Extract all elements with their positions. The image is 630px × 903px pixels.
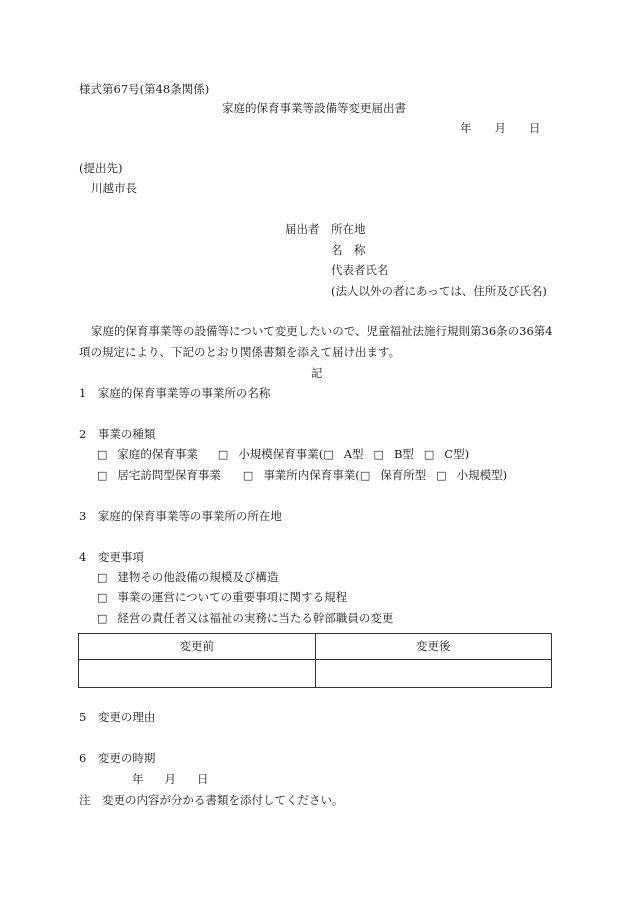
section-2-title: 2 事業の種類	[79, 427, 156, 441]
applicant-representative: 代表者氏名	[331, 263, 389, 277]
table-cell-after[interactable]	[315, 660, 552, 688]
change-item-3	[97, 613, 393, 625]
table-header-before: 変更前	[79, 634, 316, 660]
label-small: 小規模保育事業(	[238, 447, 324, 461]
checkbox-home-visit[interactable]: □	[97, 469, 108, 482]
label-small-b: B型	[393, 447, 414, 461]
table-cell-before[interactable]	[79, 660, 316, 688]
checkbox-small-a[interactable]: □	[323, 448, 334, 461]
checkbox-small-b[interactable]: □	[373, 448, 384, 461]
form-number: 様式第67号(第48条関係)	[79, 82, 210, 96]
section-3-title: 3 家庭的保育事業等の事業所の所在地	[79, 509, 282, 523]
change-table	[78, 633, 552, 688]
date-month: 月	[494, 121, 506, 135]
checkbox-change-structure[interactable]: □	[97, 571, 108, 584]
date-line	[460, 123, 541, 135]
label-home-visit: 居宅訪問型保育事業	[117, 468, 221, 482]
applicant-label: 届出者	[285, 222, 320, 236]
footnote: 注 変更の内容が分かる書類を添付してください。	[79, 793, 344, 807]
label-family: 家庭的保育事業	[117, 447, 198, 461]
applicant-note: (法人以外の者にあっては、住所及び氏名)	[331, 284, 547, 298]
document-title: 家庭的保育事業等設備等変更届出書	[222, 101, 406, 115]
section-5-title: 5 変更の理由	[79, 710, 156, 724]
checkbox-family[interactable]: □	[97, 448, 108, 461]
body-line-1: 家庭的保育事業等の設備等について変更したいので、児童福祉法施行規則第36条の36第4	[91, 324, 553, 338]
label-change-staff: 経営の責任者又は福祉の実務に当たる幹部職員の変更	[117, 611, 394, 625]
label-workplace: 事業所内保育事業(	[263, 468, 360, 482]
label-workplace-small: 小規模型)	[456, 468, 508, 482]
date-year: 年	[460, 121, 472, 135]
section-1-title: 1 家庭的保育事業等の事業所の名称	[79, 386, 271, 400]
timing-year: 年	[132, 772, 144, 786]
ki-heading: 記	[311, 366, 323, 380]
change-item-1	[97, 572, 278, 584]
checkbox-small-c[interactable]: □	[423, 448, 435, 461]
table-header-after: 変更後	[315, 634, 552, 660]
timing-day: 日	[197, 772, 209, 786]
label-change-rules: 事業の運営についての重要事項に関する規程	[117, 590, 348, 604]
applicant-name: 名 称	[331, 243, 366, 257]
checkbox-workplace[interactable]: □	[242, 469, 254, 482]
applicant-address: 所在地	[331, 222, 366, 236]
checkbox-workplace-small[interactable]: □	[436, 469, 447, 482]
label-workplace-nursery: 保育所型	[380, 468, 427, 482]
timing-month: 月	[164, 772, 176, 786]
recipient-name: 川越市長	[91, 181, 137, 195]
change-item-2	[97, 592, 347, 604]
business-type-row-2	[97, 470, 507, 482]
date-day: 日	[529, 121, 541, 135]
section-4-title: 4 変更事項	[79, 550, 144, 564]
checkbox-change-rules[interactable]: □	[97, 591, 108, 604]
section-6-title: 6 変更の時期	[79, 751, 156, 765]
checkbox-workplace-nursery[interactable]: □	[359, 469, 371, 482]
body-line-2: 項の規定により、下記のとおり関係書類を添えて届け出ます。	[79, 345, 401, 359]
checkbox-change-staff[interactable]: □	[97, 612, 108, 625]
label-change-structure: 建物その他設備の規模及び構造	[117, 570, 279, 584]
timing-date	[132, 774, 209, 786]
checkbox-small[interactable]: □	[217, 448, 229, 461]
business-type-row-1	[97, 449, 469, 461]
label-small-a: A型	[343, 447, 364, 461]
label-small-c: C型)	[444, 447, 470, 461]
recipient-label: (提出先)	[79, 161, 123, 175]
